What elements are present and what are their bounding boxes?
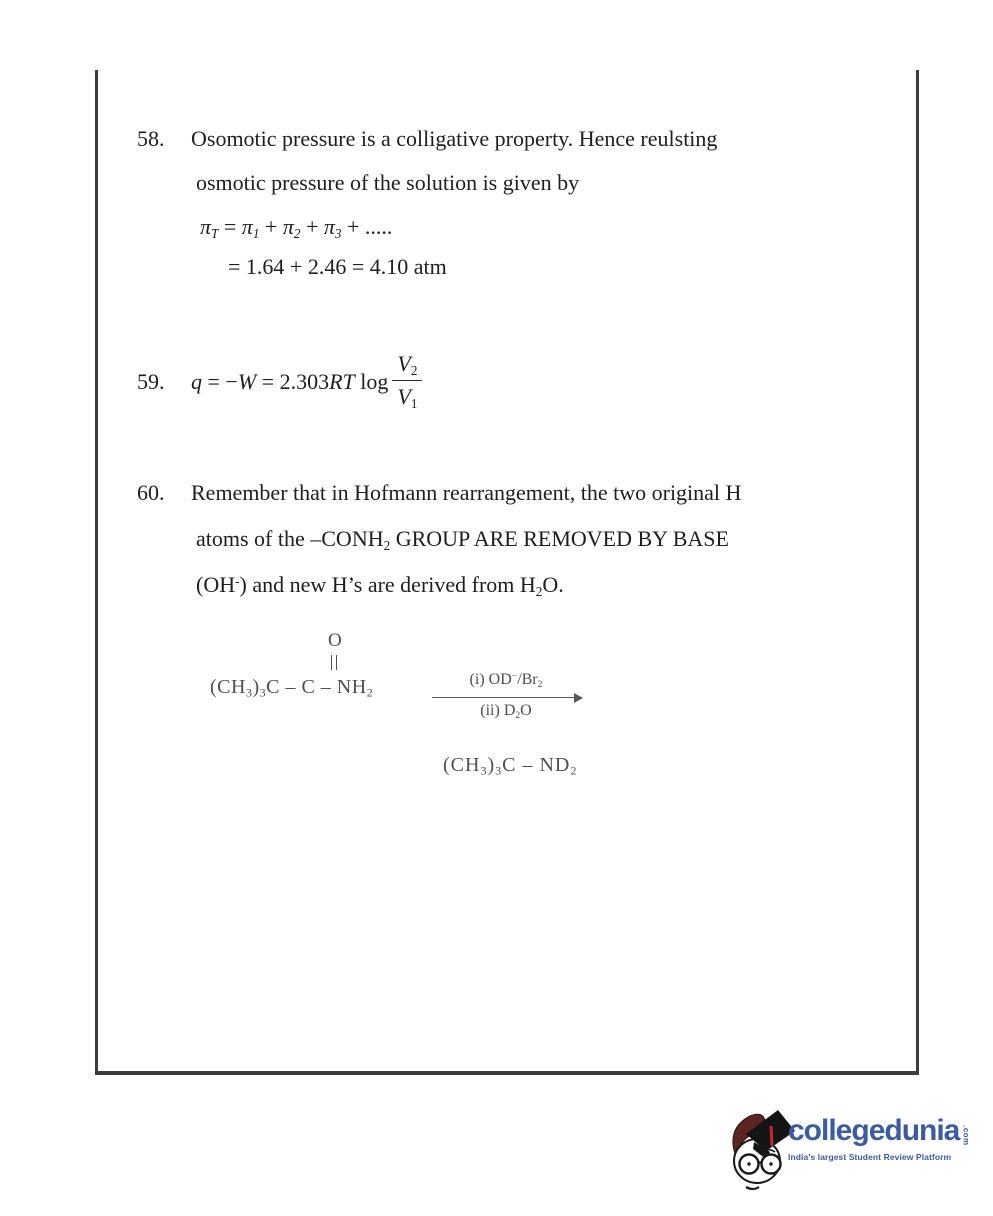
question-text-line: atoms of the $-CONH_2$ GROUP ARE REMOVED BY BASE bbox=[196, 526, 729, 553]
mascot-smile bbox=[746, 1187, 759, 1189]
brand-name: collegedunia bbox=[788, 1114, 960, 1147]
fraction-denominator: $V_1$ bbox=[397, 383, 418, 411]
carbonyl-oxygen-label: O bbox=[328, 630, 342, 651]
question-59 bbox=[137, 346, 422, 418]
question-number: 58. bbox=[137, 126, 165, 151]
question-text-line: osmotic pressure of the solution is given by bbox=[196, 170, 580, 195]
question-number: 59. bbox=[137, 369, 165, 394]
collegedunia-mascot-icon bbox=[726, 1104, 796, 1194]
equation-pi-total: $\pi_T = \pi_1 + \pi_2 + \pi_3$ + ..... bbox=[200, 214, 393, 241]
equation-result: = 1.64 + 2.46 = 4.10 atm bbox=[228, 254, 447, 279]
question-60 bbox=[137, 478, 897, 616]
cap-tassel bbox=[771, 1126, 772, 1146]
reaction-scheme bbox=[210, 630, 640, 795]
equation-heat-work: q = −W = 2.303RT log bbox=[191, 369, 389, 394]
volume-ratio-fraction bbox=[392, 349, 422, 412]
question-number: 60. bbox=[137, 480, 165, 505]
brand-tagline: India's largest Student Review Platform bbox=[788, 1152, 952, 1162]
question-text-line: (OH-) and new H’s are derived from $H_2O$. bbox=[196, 572, 564, 599]
mascot-left-eye bbox=[747, 1162, 750, 1165]
double-bond-icon bbox=[331, 655, 337, 670]
reactant-formula: $(CH_3)_3C$ – C – $NH_2$ bbox=[210, 676, 374, 700]
collegedunia-logo bbox=[726, 1104, 969, 1194]
mascot-right-eye bbox=[769, 1162, 772, 1165]
question-text-line: Remember that in Hofmann rearrangement, the two original H bbox=[191, 480, 742, 505]
reaction-conditions-above: (i) $OD^-/Br_2$ bbox=[432, 670, 580, 698]
fraction-numerator: $V_2$ bbox=[392, 349, 422, 381]
question-58 bbox=[137, 124, 867, 282]
product-formula: $(CH_3)_3C - ND_2$ bbox=[443, 754, 578, 778]
question-text-line: Osomotic pressure is a colligative property. Hence reulsting bbox=[191, 126, 718, 151]
reaction-arrow bbox=[432, 670, 580, 721]
reaction-conditions-below: (ii) $D_2O$ bbox=[480, 702, 532, 721]
brand-domain: .com bbox=[961, 1125, 971, 1146]
arrow-head-icon bbox=[574, 693, 583, 703]
